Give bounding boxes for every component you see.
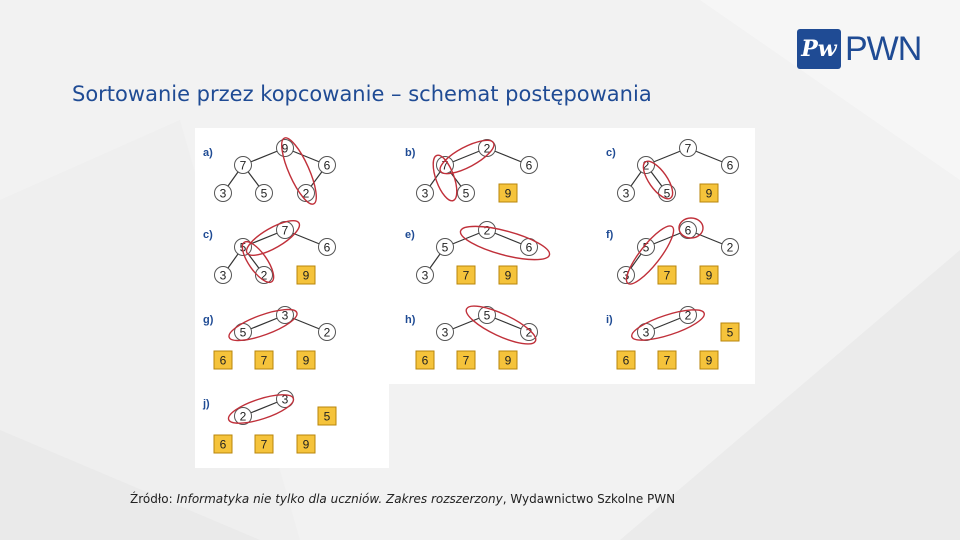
heap-node-value: 6	[323, 158, 331, 173]
sorted-element-value: 7	[462, 268, 470, 283]
heap-node-value: 5	[441, 240, 449, 255]
panel-label: f)	[606, 229, 614, 241]
panel-label: a)	[203, 147, 213, 159]
heap-node-value: 5	[239, 240, 247, 255]
heap-node-value: 5	[260, 186, 268, 201]
sorted-element-value: 9	[302, 268, 310, 283]
heap-node-value: 3	[622, 268, 630, 283]
heap-node-value: 5	[462, 186, 470, 201]
heap-panel	[606, 140, 739, 204]
sorted-element-value: 6	[219, 353, 227, 368]
heap-node-value: 2	[684, 308, 692, 323]
sorted-element-value: 9	[504, 186, 512, 201]
heap-node-value: 7	[684, 141, 692, 156]
heap-node-value: 3	[219, 186, 227, 201]
sorted-element-value: 7	[663, 353, 671, 368]
heap-node-value: 2	[302, 186, 310, 201]
sorted-element-value: 6	[219, 437, 227, 452]
heap-node-value: 6	[726, 158, 734, 173]
panel-label: g)	[203, 314, 214, 326]
panel-label: h)	[405, 314, 416, 326]
sorted-element-value: 5	[726, 325, 734, 340]
source-prefix: Źródło:	[130, 492, 177, 506]
sorted-element-value: 9	[302, 353, 310, 368]
source-publisher: , Wydawnictwo Szkolne PWN	[502, 492, 676, 506]
heap-node-value: 5	[239, 325, 247, 340]
heap-node-value: 6	[525, 158, 533, 173]
heap-panel	[606, 304, 739, 369]
heap-node-value: 3	[281, 308, 289, 323]
heap-node-value: 2	[260, 268, 268, 283]
sorted-element-value: 9	[705, 268, 713, 283]
heap-node-value: 6	[525, 240, 533, 255]
heap-node-value: 2	[525, 325, 533, 340]
swap-highlight-ellipse	[226, 303, 300, 346]
sorted-element-value: 7	[260, 353, 268, 368]
heap-panel	[405, 220, 553, 284]
heap-node-value: 7	[239, 158, 247, 173]
heap-panel	[405, 134, 538, 204]
sorted-element-value: 7	[663, 268, 671, 283]
panel-label: e)	[405, 229, 415, 241]
panel-label: c)	[606, 147, 616, 159]
heap-panel	[606, 218, 739, 290]
heap-panel	[203, 214, 336, 286]
heap-node-value: 9	[281, 141, 289, 156]
heap-node-value: 5	[663, 186, 671, 201]
sorted-element-value: 9	[302, 437, 310, 452]
heap-node-value: 2	[239, 409, 247, 424]
heap-node-value: 3	[219, 268, 227, 283]
panel-label: b)	[405, 147, 416, 159]
heap-panel	[203, 134, 336, 208]
heap-node-value: 3	[281, 392, 289, 407]
heap-node-value: 3	[421, 268, 429, 283]
heap-node-value: 2	[483, 141, 491, 156]
heap-node-value: 2	[642, 158, 650, 173]
heap-node-value: 3	[622, 186, 630, 201]
sorted-element-value: 6	[421, 353, 429, 368]
sorted-element-value: 7	[462, 353, 470, 368]
pwn-logo-mark: Pw	[797, 29, 841, 69]
swap-highlight-ellipse	[457, 220, 552, 267]
heap-node-value: 5	[483, 308, 491, 323]
sorted-element-value: 9	[705, 353, 713, 368]
heap-node-value: 2	[323, 325, 331, 340]
heap-panel	[203, 303, 336, 369]
sorted-element-value: 9	[705, 186, 713, 201]
heap-node-value: 2	[483, 223, 491, 238]
sorted-element-value: 5	[323, 409, 331, 424]
source-book-title: Informatyka nie tylko dla uczniów. Zakres rozszerzony	[176, 492, 503, 506]
heap-panel	[202, 389, 336, 453]
heap-node-value: 3	[642, 325, 650, 340]
panel-label: j)	[203, 398, 210, 410]
source-caption	[130, 492, 675, 506]
heap-node-value: 7	[441, 158, 449, 173]
heap-node-value: 3	[421, 186, 429, 201]
heap-node-value: 3	[441, 325, 449, 340]
heap-node-value: 6	[323, 240, 331, 255]
slide-title: Sortowanie przez kopcowanie – schemat postępowania	[72, 82, 652, 106]
swap-highlight-ellipse	[239, 214, 304, 261]
heap-node-value: 6	[684, 223, 692, 238]
heap-panel	[405, 299, 540, 369]
heap-node-value: 7	[281, 223, 289, 238]
sorted-element-value: 9	[504, 353, 512, 368]
panel-label: i)	[606, 314, 613, 326]
panel-label: c)	[203, 229, 213, 241]
sorted-element-value: 6	[622, 353, 630, 368]
pwn-logo-text: PWN	[845, 30, 922, 68]
sorted-element-value: 9	[504, 268, 512, 283]
sorted-element-value: 7	[260, 437, 268, 452]
heap-node-value: 2	[726, 240, 734, 255]
heap-node-value: 5	[642, 240, 650, 255]
